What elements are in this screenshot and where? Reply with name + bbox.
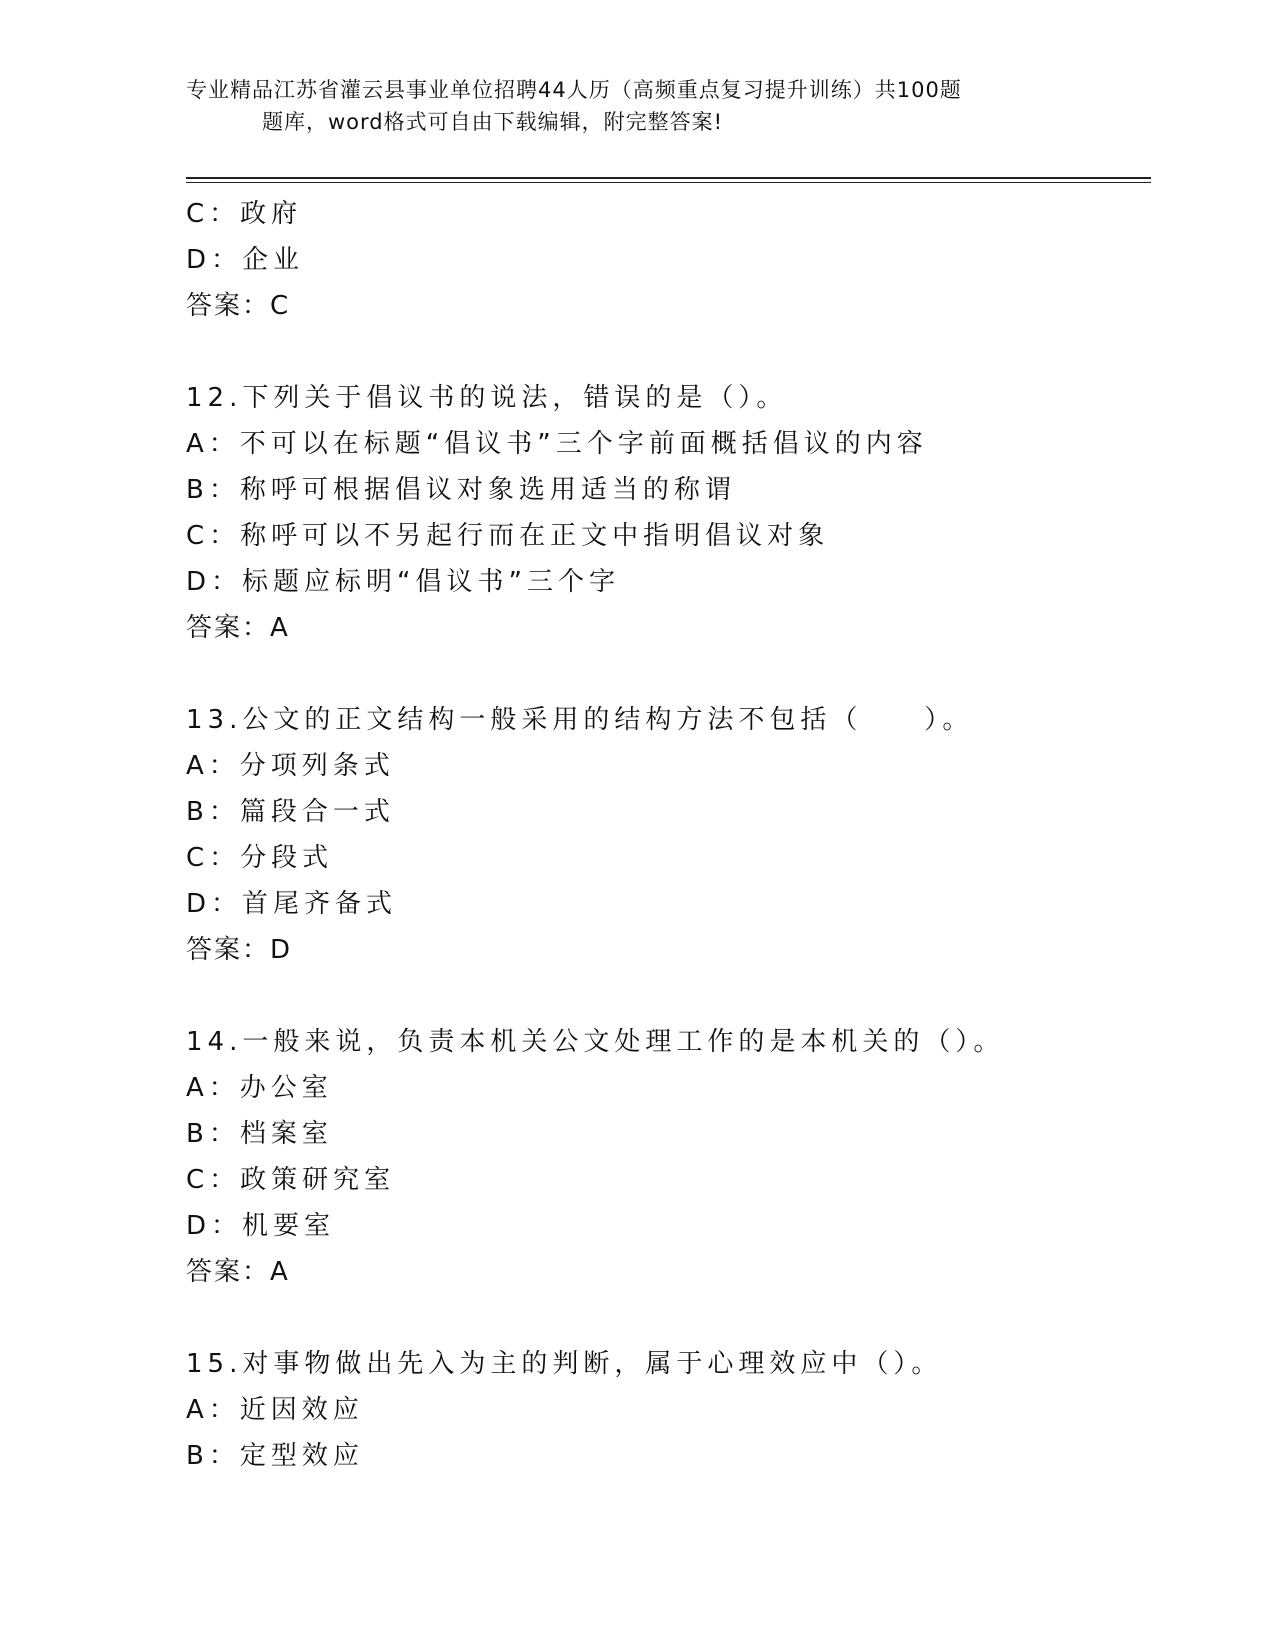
answer: 答案：C bbox=[186, 291, 291, 321]
question-block-14 bbox=[186, 1019, 1146, 1295]
header-divider-thin bbox=[186, 182, 1151, 183]
option-b: B：篇段合一式 bbox=[186, 797, 395, 827]
spacer bbox=[186, 651, 1146, 697]
option-d: D：首尾齐备式 bbox=[186, 889, 398, 919]
option-a: A：分项列条式 bbox=[186, 751, 395, 781]
question-block-11 bbox=[186, 191, 1146, 329]
option-c: C：政府 bbox=[186, 199, 303, 229]
option-b: B：档案室 bbox=[186, 1119, 333, 1149]
answer: 答案：A bbox=[186, 613, 290, 643]
question-block-15 bbox=[186, 1341, 1146, 1479]
spacer bbox=[186, 973, 1146, 1019]
question-block-12 bbox=[186, 375, 1146, 651]
option-a: A：办公室 bbox=[186, 1073, 333, 1103]
header-title-line-1: 专业精品江苏省灌云县事业单位招聘44人历（高频重点复习提升训练）共100题 bbox=[186, 78, 962, 102]
option-c: C：称呼可以不另起行而在正文中指明倡议对象 bbox=[186, 521, 830, 551]
option-c: C：政策研究室 bbox=[186, 1165, 396, 1195]
question-stem: 15.对事物做出先入为主的判断，属于心理效应中（）。 bbox=[186, 1349, 943, 1379]
option-c: C：分段式 bbox=[186, 843, 334, 873]
option-b: B：定型效应 bbox=[186, 1441, 364, 1471]
question-block-13 bbox=[186, 697, 1146, 973]
question-stem: 14.一般来说，负责本机关公文处理工作的是本机关的（）。 bbox=[186, 1027, 1005, 1057]
header-divider-thick bbox=[186, 177, 1151, 179]
answer: 答案：D bbox=[186, 935, 293, 965]
question-stem: 13.公文的正文结构一般采用的结构方法不包括（ ）。 bbox=[186, 705, 974, 735]
answer: 答案：A bbox=[186, 1257, 290, 1287]
option-d: D：机要室 bbox=[186, 1211, 336, 1241]
header-title-line-2: 题库，word格式可自由下载编辑，附完整答案! bbox=[262, 110, 724, 134]
question-list bbox=[186, 191, 1146, 1479]
option-a: A：不可以在标题“倡议书”三个字前面概括倡议的内容 bbox=[186, 429, 928, 459]
spacer bbox=[186, 329, 1146, 375]
option-d: D：标题应标明“倡议书”三个字 bbox=[186, 567, 620, 597]
spacer bbox=[186, 1295, 1146, 1341]
option-b: B：称呼可根据倡议对象选用适当的称谓 bbox=[186, 475, 736, 505]
document-header bbox=[186, 74, 1086, 138]
option-a: A：近因效应 bbox=[186, 1395, 364, 1425]
option-d: D：企业 bbox=[186, 245, 305, 275]
question-stem: 12.下列关于倡议书的说法，错误的是（）。 bbox=[186, 383, 788, 413]
